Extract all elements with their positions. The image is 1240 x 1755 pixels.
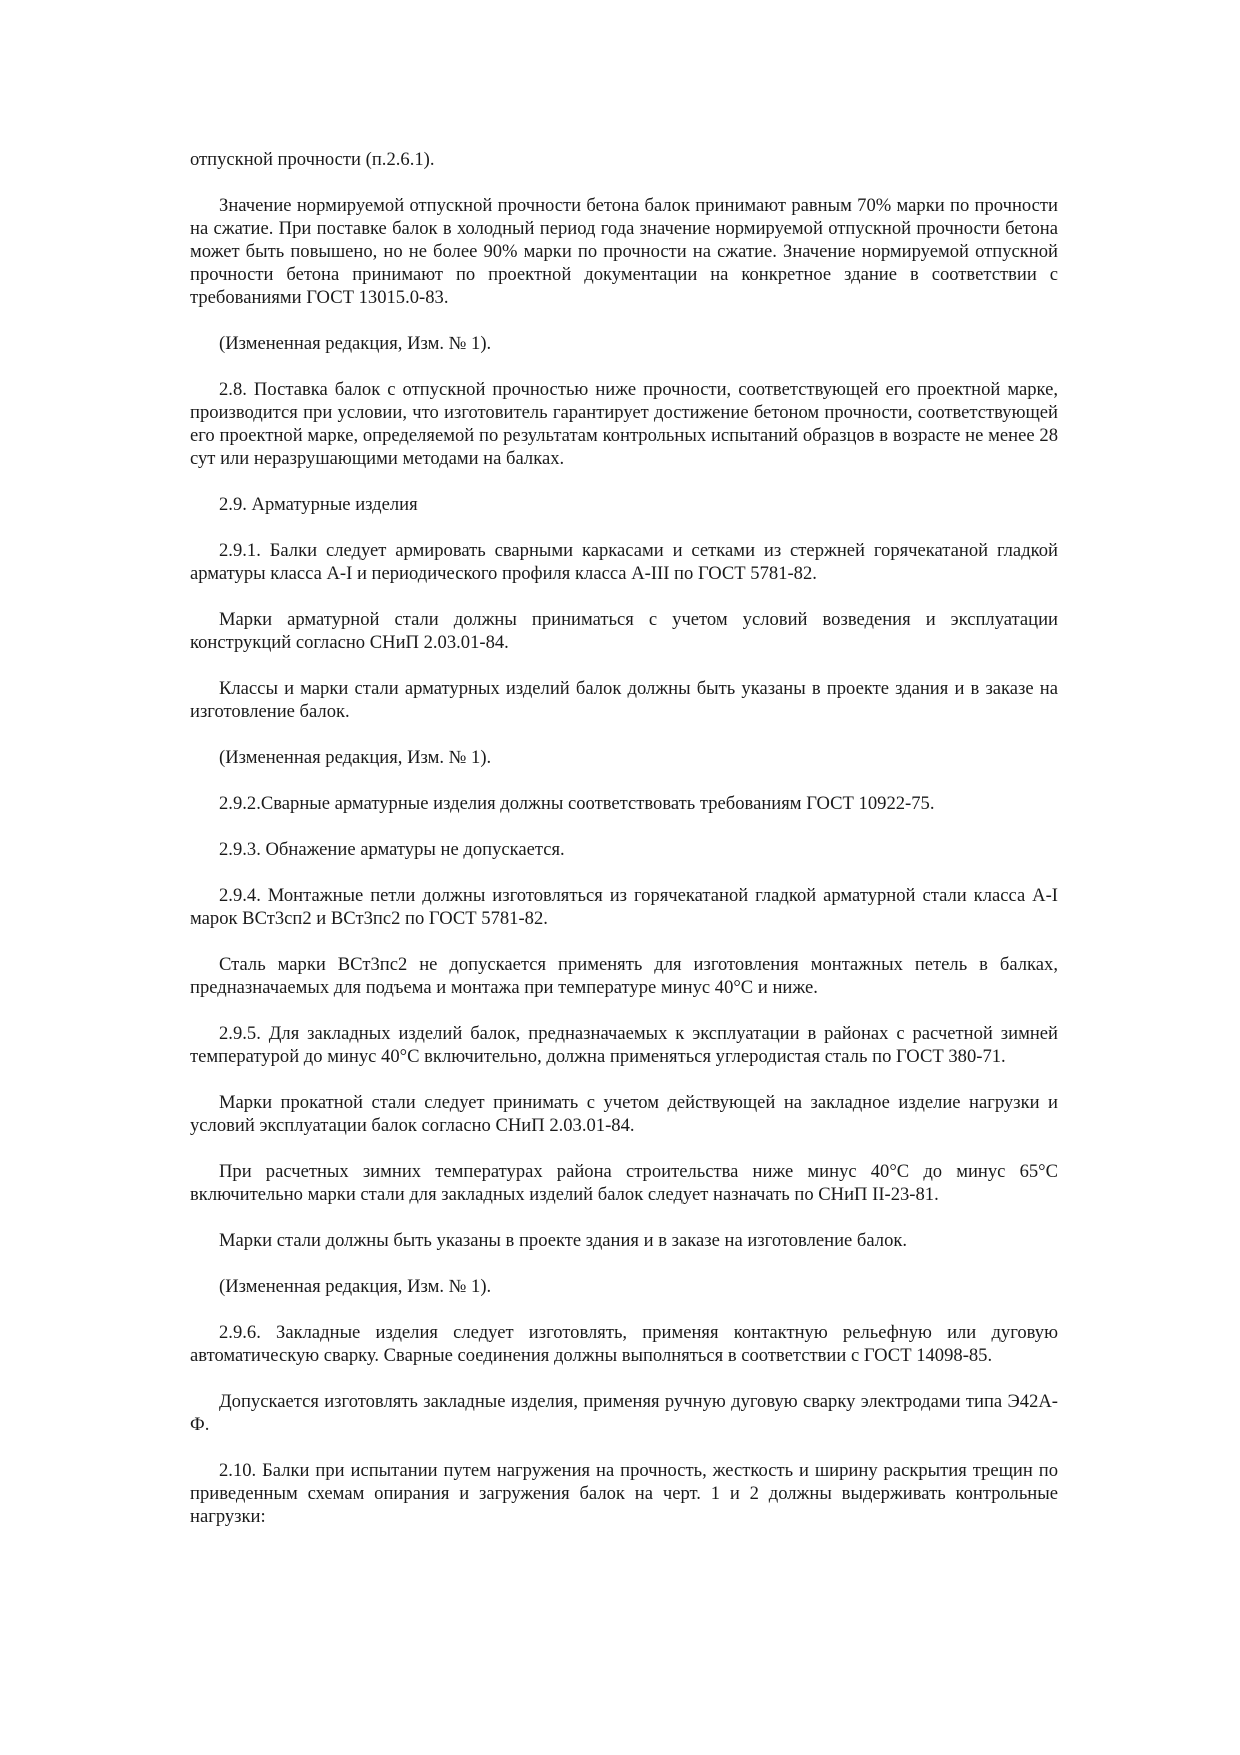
- paragraph-2-9-2: 2.9.2.Сварные арматурные изделия должны соответствовать требованиям ГОСТ 10922-75.: [219, 793, 935, 814]
- paragraph-2-9-6: 2.9.6. Закладные изделия следует изготовлять, применяя контактную рельефную или дуговую автоматическую сварку. Сварные соединения должны выполняться в соответствии с ГОСТ 14098-85.: [190, 1322, 1058, 1366]
- paragraph-2-9-heading: 2.9. Арматурные изделия: [219, 494, 418, 515]
- paragraph-manual-welding: Допускается изготовлять закладные изделия, применяя ручную дуговую сварку электродами типа Э42А-Ф.: [190, 1391, 1058, 1435]
- paragraph-2-10: 2.10. Балки при испытании путем нагружения на прочность, жесткость и ширину раскрытия трещин по приведенным схемам опирания и загружения балок на черт. 1 и 2 должны выдерживать контрольные нагрузки:: [190, 1460, 1058, 1527]
- paragraph-steel-specified: Марки стали должны быть указаны в проекте здания и в заказе на изготовление балок.: [219, 1230, 908, 1251]
- paragraph-revision-note: (Измененная редакция, Изм. № 1).: [219, 333, 492, 354]
- paragraph-revision-note: (Измененная редакция, Изм. № 1).: [219, 1276, 492, 1297]
- paragraph-2-9-5: 2.9.5. Для закладных изделий балок, предназначаемых к эксплуатации в районах с расчетной зимней температурой до минус 40°С включительно, должна применяться углеродистая сталь по ГОСТ 380-71.: [190, 1023, 1058, 1067]
- paragraph-revision-note: (Измененная редакция, Изм. № 1).: [219, 747, 492, 768]
- paragraph-winter-temperatures: При расчетных зимних температурах района строительства ниже минус 40°С до минус 65°С включительно марки стали для закладных изделий балок следует назначать по СНиП II-23-81.: [190, 1161, 1058, 1205]
- paragraph-continuation: отпускной прочности (п.2.6.1).: [190, 149, 435, 170]
- paragraph-2-9-4: 2.9.4. Монтажные петли должны изготовляться из горячекатаной гладкой арматурной стали класса A-I марок ВСт3сп2 и ВСт3пс2 по ГОСТ 5781-82.: [190, 885, 1058, 929]
- paragraph-release-strength: Значение нормируемой отпускной прочности бетона балок принимают равным 70% марки по прочности на сжатие. При поставке балок в холодный период года значение нормируемой отпускной прочности бетона может быть повышено, но не более 90% марки по прочности на сжатие. Значение нормируемой отпускной прочности бетона принимают по проектной документации на конкретное здание в соответствии с требованиями ГОСТ 13015.0-83.: [190, 195, 1058, 308]
- paragraph-steel-classes: Классы и марки стали арматурных изделий балок должны быть указаны в проекте здания и в заказе на изготовление балок.: [190, 678, 1058, 722]
- paragraph-steel-vst3ps2: Сталь марки ВСт3пс2 не допускается применять для изготовления монтажных петель в балках, предназначаемых для подъема и монтажа при температуре минус 40°С и ниже.: [190, 954, 1058, 998]
- paragraph-2-9-1: 2.9.1. Балки следует армировать сварными каркасами и сетками из стержней горячекатаной гладкой арматуры класса A-I и периодического профиля класса A-III по ГОСТ 5781-82.: [190, 540, 1058, 584]
- document-page: [190, 148, 1058, 1551]
- paragraph-rolled-steel: Марки прокатной стали следует принимать с учетом действующей на закладное изделие нагрузки и условий эксплуатации балок согласно СНиП 2.03.01-84.: [190, 1092, 1058, 1136]
- paragraph-2-8: 2.8. Поставка балок с отпускной прочностью ниже прочности, соответствующей его проектной марке, производится при условии, что изготовитель гарантирует достижение бетоном прочности, соответствующей его проектной марке, определяемой по результатам контрольных испытаний образцов в возрасте не менее 28 сут или неразрушающими методами на балках.: [190, 379, 1058, 469]
- paragraph-2-9-3: 2.9.3. Обнажение арматуры не допускается.: [219, 839, 565, 860]
- paragraph-steel-grades: Марки арматурной стали должны приниматься с учетом условий возведения и эксплуатации конструкций согласно СНиП 2.03.01-84.: [190, 609, 1058, 653]
